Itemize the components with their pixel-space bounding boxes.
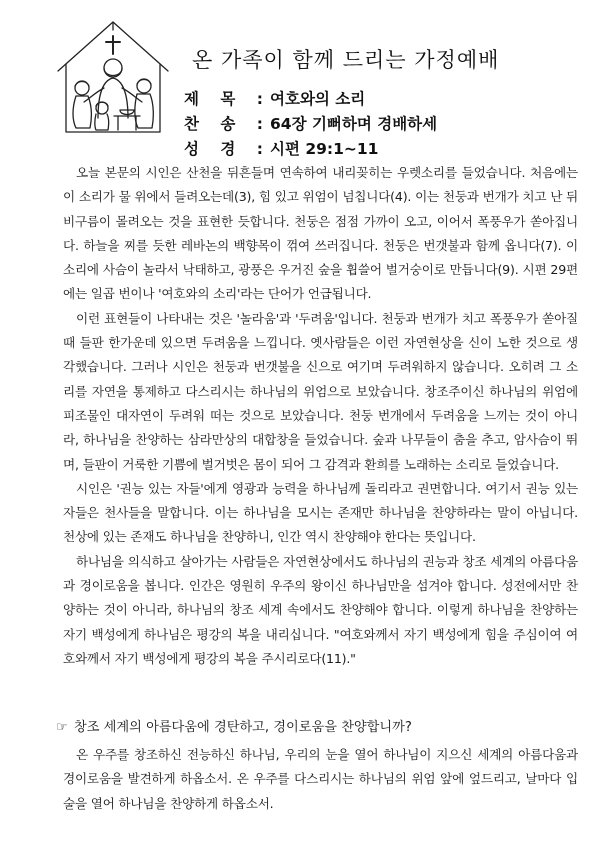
- body-paragraph: 이런 표현들이 나타내는 것은 '놀라움'과 '두려움'입니다. 천둥과 번개가 치고 폭풍우가 쏟아질 때 들판 한가운데 있으면 두려움을 느낍니다. 옛사람들은 이런 자연현상을 신이 노한 것으로 생각했습니다. 그러나 시인은 천둥과 번갯불을 신으로 여기며 두려워하지 않습니다. 오히려 그 소리를 자연을 통제하고 다스리시는 하나님의 위엄으로 보았습니다. 창조주이신 하나님의 위엄에 피조물인 대자연이 두려워 떠는 것으로 보았습니다. 천둥 번개에서 두려움을 느끼는 것이 아니라, 하나님을 찬양하는 삼라만상의 대합창을 들었습니다. 숲과 나무들이 춤을 추고, 암사슴이 뛰며, 들판이 거룩한 기쁨에 벌거벗은 몸이 되어 그 감격과 환희를 노래하는 소리로 들었습니다.: [63, 310, 578, 472]
- subject-value: 여호와의 소리: [270, 90, 366, 108]
- reflection-question: [56, 716, 412, 735]
- pointing-hand-icon: ☞: [56, 720, 68, 735]
- body-paragraph: 하나님을 의식하고 살아가는 사람들은 자연현상에서도 하나님의 권능과 창조 세계의 아름다움과 경이로움을 봅니다. 인간은 영원히 우주의 왕이신 하나님만을 섬겨야 합니다. 성전에서만 찬양하는 것이 아니라, 하나님의 창조 세계 속에서도 찬양해야 합니다. 이렇게 하나님을 찬양하는 자기 백성에게 하나님은 평강의 복을 내리십니다. "여호와께서 자기 백성에게 힘을 주심이여 여호와께서 자기 백성에게 평강의 복을 주시리로다(11).": [63, 553, 578, 666]
- hymn-value: 64장 기뻐하며 경배하세: [270, 115, 438, 133]
- closing-prayer: [63, 743, 578, 816]
- sermon-subject: [184, 87, 365, 109]
- hymn-label: 찬 송 :: [184, 115, 271, 133]
- scripture-label: 성 경 :: [184, 140, 271, 158]
- scripture-value: 시편 29:1~11: [270, 140, 379, 158]
- subject-label: 제 목 :: [184, 90, 271, 108]
- hymn-info: [184, 112, 437, 134]
- prayer-text: 온 우주를 창조하신 전능하신 하나님, 우리의 눈을 열어 하나님이 지으신 세계의 아름다움과 경이로움을 발견하게 하옵소서. 온 우주를 다스리시는 하나님의 위엄 앞에 엎드리고, 날마다 입술을 열어 하나님을 찬양하게 하옵소서.: [63, 747, 578, 811]
- body-paragraph: 오늘 본문의 시인은 산천을 뒤흔들며 연속하여 내리꽂히는 우렛소리를 들었습니다. 처음에는 이 소리가 물 위에서 들려오는데(3), 힘 있고 위엄이 넘칩니다(4). 이는 천둥과 번개가 치고 난 뒤 비구름이 몰려오는 것을 표현한 듯합니다. 천둥은 점점 가까이 오고, 이어서 폭풍우가 쏟아집니다. 하늘을 찌를 듯한 레바논의 백향목이 꺾여 쓰러집니다. 천둥은 번갯불과 함께 옵니다(7). 이 소리에 사슴이 놀라서 낙태하고, 광풍은 우거진 숲을 휩쓸어 벌거숭이로 만듭니다(9). 시편 29편에는 일곱 번이나 '여호와의 소리'라는 단어가 언급됩니다.: [63, 165, 578, 302]
- body-paragraph: 시인은 '권능 있는 자들'에게 영광과 능력을 하나님께 돌리라고 권면합니다. 여기서 권능 있는 자들은 천사들을 말합니다. 이는 하나님을 모시는 존재만 하나님을 찬양하라는 말이 아닙니다. 천상에 있는 존재도 하나님을 찬양하니, 인간 역시 찬양해야 한다는 뜻입니다.: [63, 480, 578, 545]
- scripture-info: [184, 137, 378, 159]
- page-title: 온 가족이 함께 드리는 가정예배: [192, 48, 500, 72]
- sermon-body: [63, 161, 578, 671]
- family-worship-illustration: [54, 16, 172, 136]
- question-text: 창조 세계의 아름다움에 경탄하고, 경이로움을 찬양합니까?: [74, 720, 412, 735]
